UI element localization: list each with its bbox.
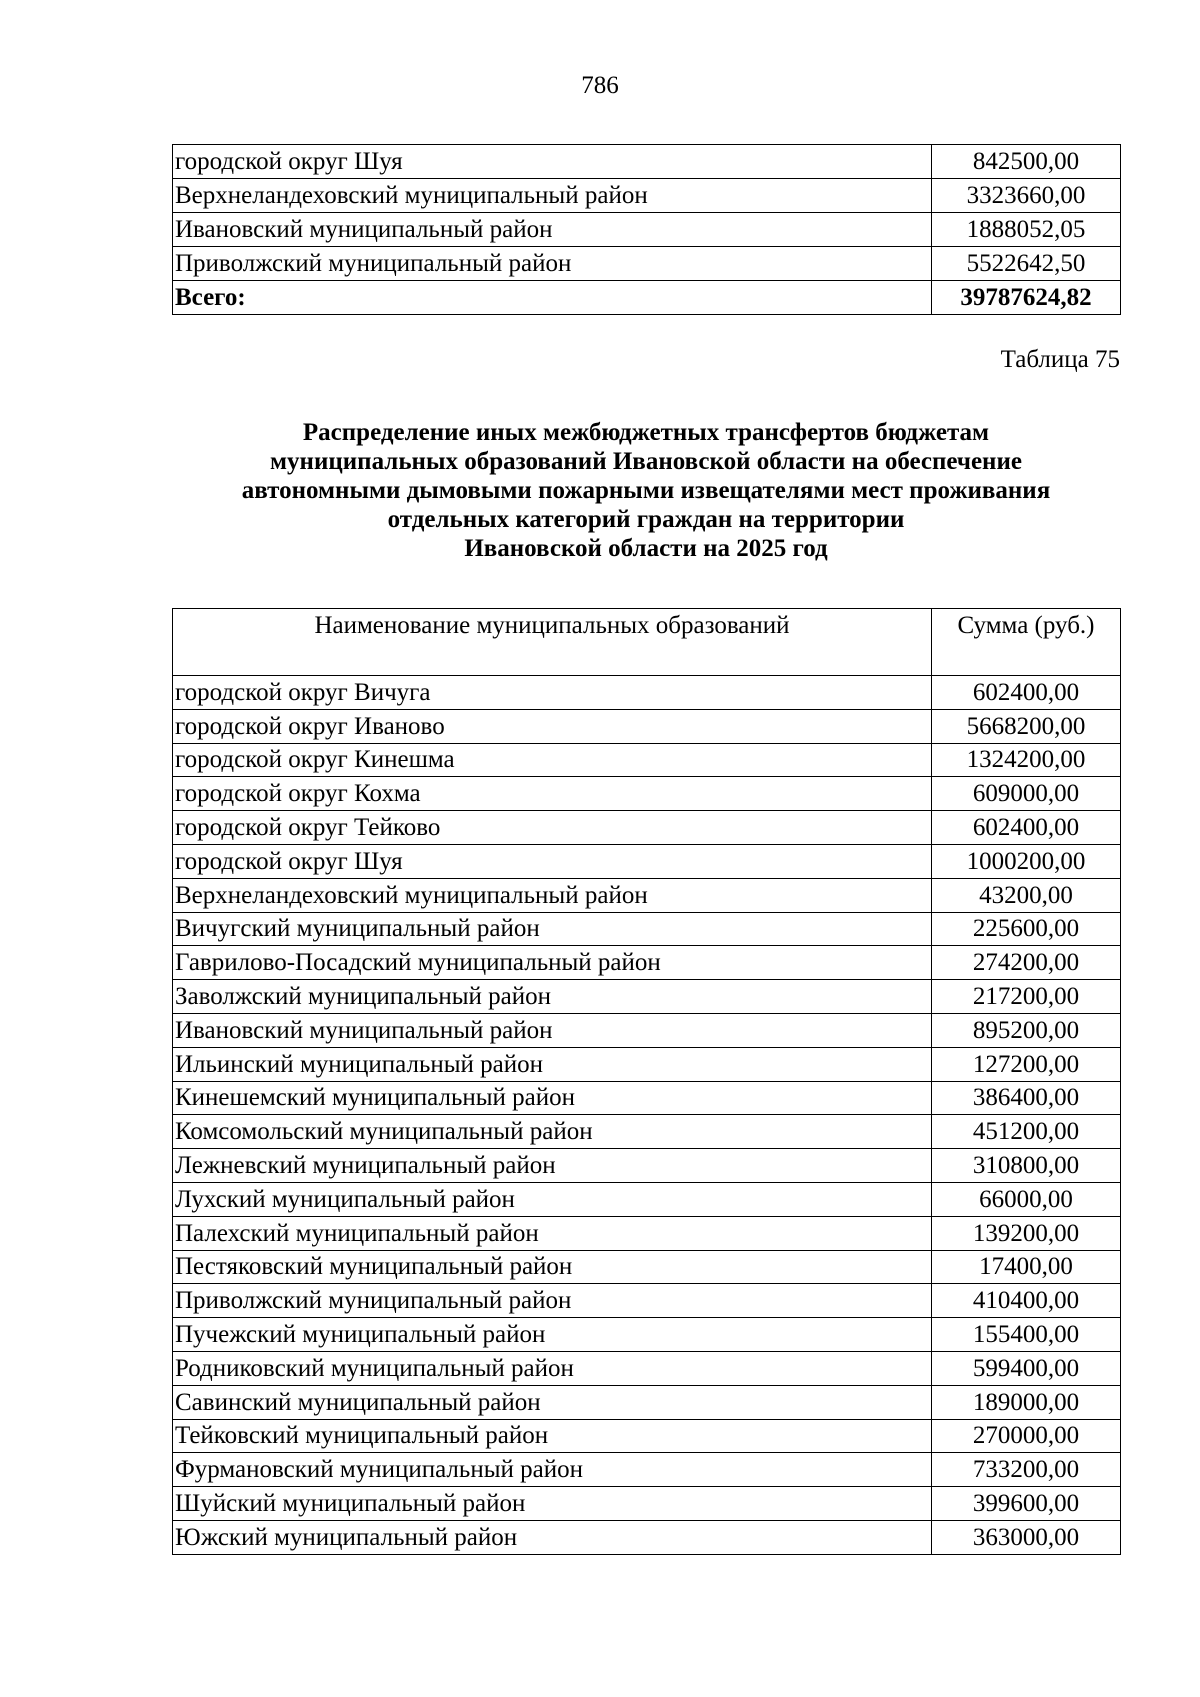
row-name: Приволжский муниципальный район — [173, 1284, 932, 1318]
row-name: Верхнеландеховский муниципальный район — [173, 179, 932, 213]
row-name: Родниковский муниципальный район — [173, 1351, 932, 1385]
table-row — [173, 213, 1121, 247]
table-row — [173, 912, 1121, 946]
table-row — [173, 743, 1121, 777]
row-amount: 17400,00 — [932, 1250, 1121, 1284]
row-amount: 270000,00 — [932, 1419, 1121, 1453]
page-number: 786 — [581, 72, 619, 99]
table-number-label: Таблица 75 — [1000, 346, 1120, 373]
row-amount: 5522642,50 — [932, 247, 1121, 281]
header-amount: Сумма (руб.) — [932, 609, 1121, 676]
table-row — [173, 1385, 1121, 1419]
row-name: городской округ Тейково — [173, 811, 932, 845]
row-name: Комсомольский муниципальный район — [173, 1115, 932, 1149]
title-line: Распределение иных межбюджетных трансфертов бюджетам — [302, 419, 990, 446]
table-row — [173, 1419, 1121, 1453]
table-row — [173, 980, 1121, 1014]
row-name: городской округ Иваново — [173, 709, 932, 743]
table-row — [173, 179, 1121, 213]
row-name: Ильинский муниципальный район — [173, 1047, 932, 1081]
row-amount: 895200,00 — [932, 1013, 1121, 1047]
row-name: Ивановский муниципальный район — [173, 213, 932, 247]
title-line: отдельных категорий граждан на территории — [387, 506, 905, 533]
table-row — [173, 1318, 1121, 1352]
table-header-row — [173, 609, 1121, 676]
row-amount: 1000200,00 — [932, 844, 1121, 878]
row-amount: 127200,00 — [932, 1047, 1121, 1081]
table-title — [172, 418, 1120, 563]
row-amount: 274200,00 — [932, 946, 1121, 980]
table-row — [173, 878, 1121, 912]
row-name: городской округ Шуя — [173, 844, 932, 878]
row-name: Вичугский муниципальный район — [173, 912, 932, 946]
row-amount: 363000,00 — [932, 1520, 1121, 1554]
row-amount: 139200,00 — [932, 1216, 1121, 1250]
table-row — [173, 1250, 1121, 1284]
row-name: Гаврилово-Посадский муниципальный район — [173, 946, 932, 980]
table-row — [173, 1081, 1121, 1115]
table-row — [173, 777, 1121, 811]
table-row — [173, 811, 1121, 845]
row-name: городской округ Шуя — [173, 145, 932, 179]
row-name: Ивановский муниципальный район — [173, 1013, 932, 1047]
header-name: Наименование муниципальных образований — [173, 609, 932, 676]
table-row — [173, 844, 1121, 878]
row-amount: 609000,00 — [932, 777, 1121, 811]
title-line: автономными дымовыми пожарными извещателями мест проживания — [241, 477, 1051, 504]
row-name: Фурмановский муниципальный район — [173, 1453, 932, 1487]
row-amount: 217200,00 — [932, 980, 1121, 1014]
row-name: Лежневский муниципальный район — [173, 1149, 932, 1183]
row-amount: 842500,00 — [932, 145, 1121, 179]
row-amount: 599400,00 — [932, 1351, 1121, 1385]
table-row — [173, 1149, 1121, 1183]
row-amount: 155400,00 — [932, 1318, 1121, 1352]
row-name: городской округ Вичуга — [173, 676, 932, 710]
total-amount: 39787624,82 — [932, 281, 1121, 315]
row-name: Шуйский муниципальный район — [173, 1487, 932, 1521]
row-amount: 602400,00 — [932, 811, 1121, 845]
row-amount: 225600,00 — [932, 912, 1121, 946]
title-line: муниципальных образований Ивановской области на обеспечение — [270, 448, 1022, 475]
table-row — [173, 1216, 1121, 1250]
total-row — [173, 281, 1121, 315]
row-amount: 410400,00 — [932, 1284, 1121, 1318]
row-name: Тейковский муниципальный район — [173, 1419, 932, 1453]
row-amount: 602400,00 — [932, 676, 1121, 710]
row-name: Заволжский муниципальный район — [173, 980, 932, 1014]
table-row — [173, 247, 1121, 281]
table-row — [173, 1182, 1121, 1216]
row-amount: 189000,00 — [932, 1385, 1121, 1419]
row-name: городской округ Кохма — [173, 777, 932, 811]
row-name: Приволжский муниципальный район — [173, 247, 932, 281]
row-name: Лухский муниципальный район — [173, 1182, 932, 1216]
row-amount: 43200,00 — [932, 878, 1121, 912]
table-row — [173, 676, 1121, 710]
total-label: Всего: — [173, 281, 932, 315]
table-row — [173, 1487, 1121, 1521]
row-name: Савинский муниципальный район — [173, 1385, 932, 1419]
distribution-table — [172, 608, 1121, 1555]
table-row — [173, 1284, 1121, 1318]
table-row — [173, 1013, 1121, 1047]
table-row — [173, 1351, 1121, 1385]
row-amount: 310800,00 — [932, 1149, 1121, 1183]
row-name: Верхнеландеховский муниципальный район — [173, 878, 932, 912]
row-name: Палехский муниципальный район — [173, 1216, 932, 1250]
row-amount: 399600,00 — [932, 1487, 1121, 1521]
row-amount: 451200,00 — [932, 1115, 1121, 1149]
table-row — [173, 946, 1121, 980]
row-name: Пестяковский муниципальный район — [173, 1250, 932, 1284]
title-line: Ивановской области на 2025 год — [464, 535, 828, 562]
row-amount: 1888052,05 — [932, 213, 1121, 247]
table-row — [173, 1115, 1121, 1149]
table-row — [173, 145, 1121, 179]
table-row — [173, 1520, 1121, 1554]
row-amount: 66000,00 — [932, 1182, 1121, 1216]
row-amount: 386400,00 — [932, 1081, 1121, 1115]
row-amount: 5668200,00 — [932, 709, 1121, 743]
table-row — [173, 709, 1121, 743]
row-amount: 1324200,00 — [932, 743, 1121, 777]
row-name: Кинешемский муниципальный район — [173, 1081, 932, 1115]
table-row — [173, 1453, 1121, 1487]
row-name: Пучежский муниципальный район — [173, 1318, 932, 1352]
table-row — [173, 1047, 1121, 1081]
row-name: Южский муниципальный район — [173, 1520, 932, 1554]
table-body — [173, 676, 1121, 1555]
previous-table-continuation — [172, 144, 1121, 315]
row-amount: 3323660,00 — [932, 179, 1121, 213]
row-amount: 733200,00 — [932, 1453, 1121, 1487]
row-name: городской округ Кинешма — [173, 743, 932, 777]
